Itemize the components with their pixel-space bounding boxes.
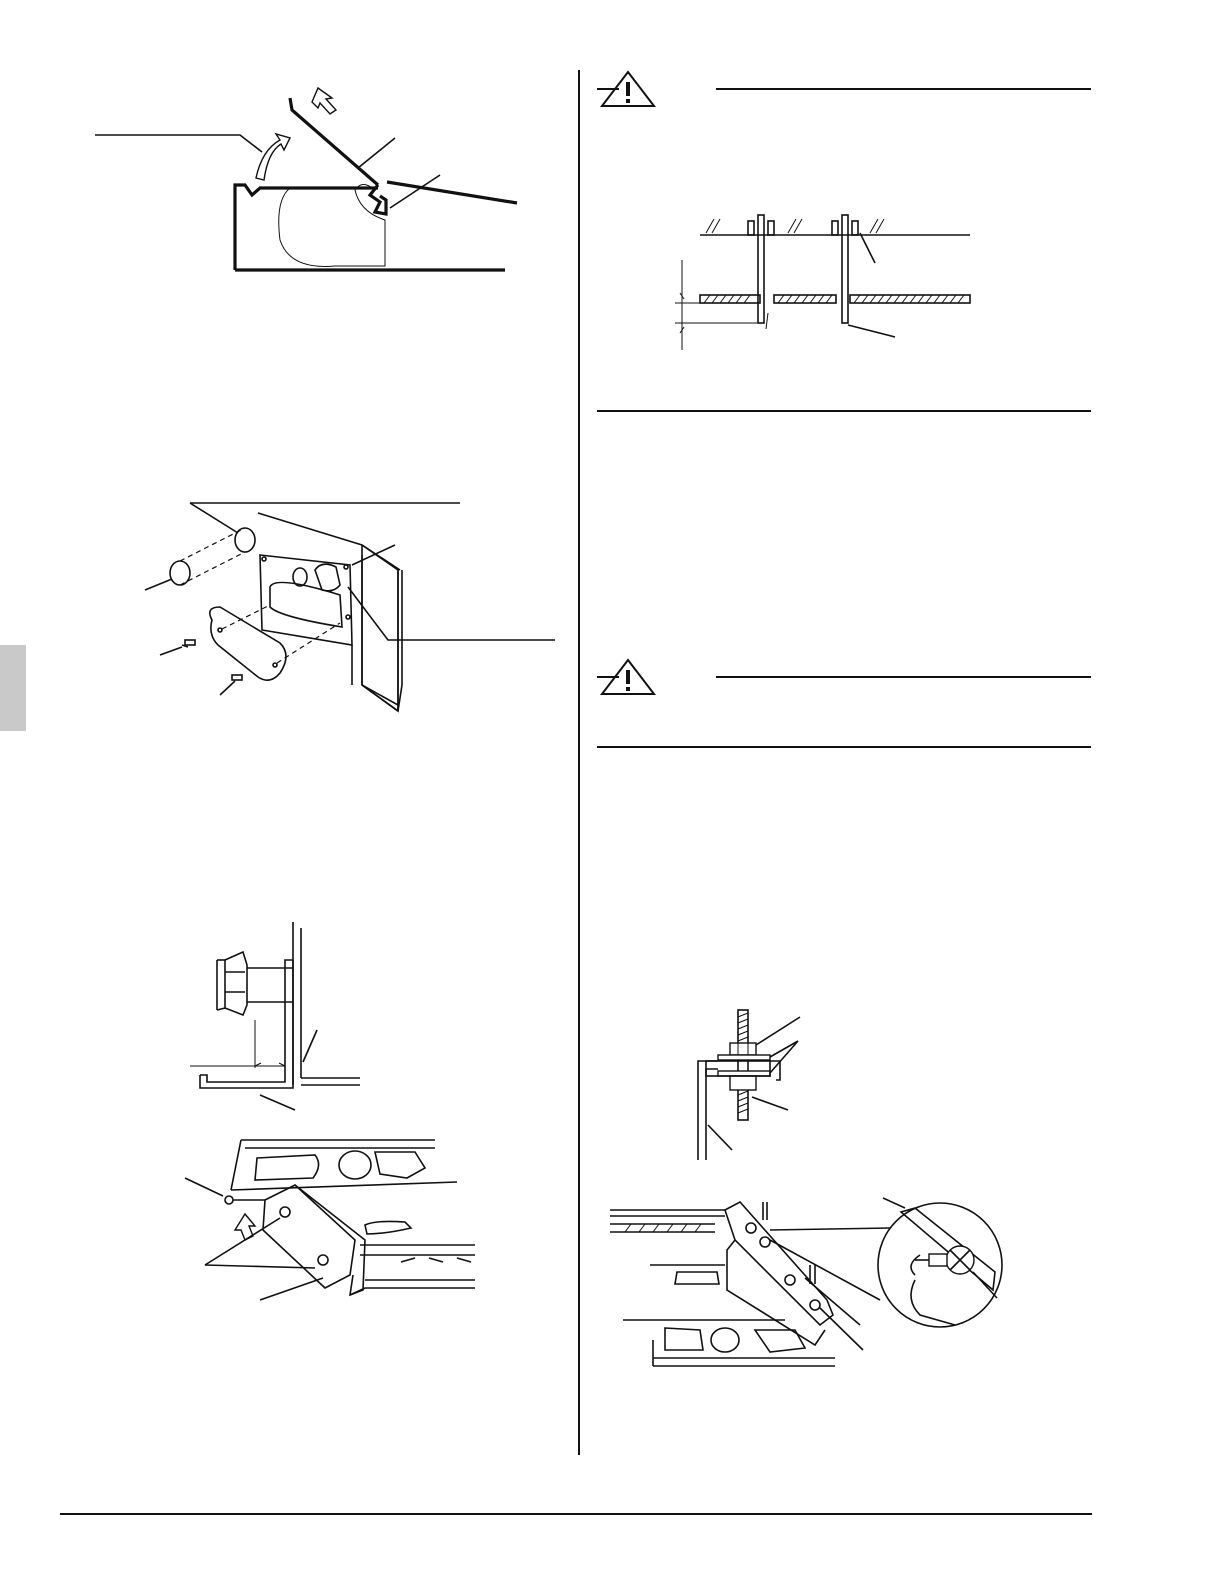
bolt-clearance-diagram <box>185 920 365 1110</box>
caution-rule <box>716 676 1091 678</box>
ceiling-suspension-bolts-diagram <box>670 205 980 355</box>
filter-lid-open-diagram <box>90 80 530 280</box>
section-index-tab <box>0 645 26 731</box>
footer-rule <box>60 1513 1092 1515</box>
nut-washer-stack-diagram <box>690 1005 830 1165</box>
section-rule-1 <box>597 410 1091 412</box>
warning-triangle-icon <box>598 658 658 698</box>
knockout-cover-diagram <box>140 495 560 745</box>
caution-rule-short <box>597 88 619 90</box>
warning-triangle-icon <box>598 70 658 110</box>
bracket-mount-diagram <box>175 1130 475 1320</box>
caution-rule-short <box>597 676 619 678</box>
column-divider <box>578 70 580 1455</box>
unit-hanging-detail-diagram <box>605 1180 1025 1380</box>
section-rule-2 <box>597 746 1091 748</box>
caution-rule <box>716 88 1091 90</box>
